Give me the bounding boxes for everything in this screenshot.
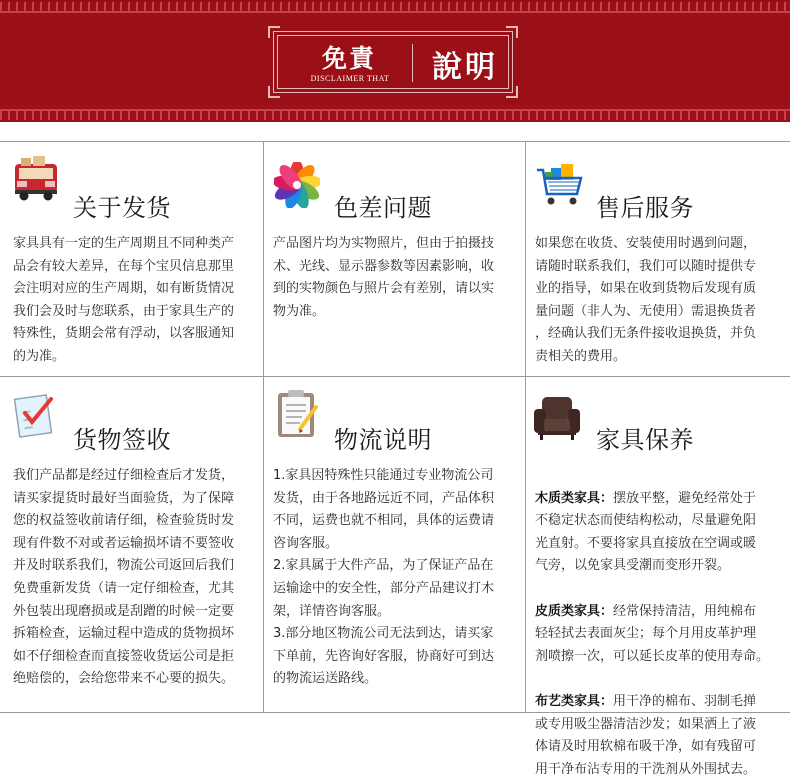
care-label: 木质类家具： [535, 490, 614, 506]
section-body: 1.家具因特殊性只能通过专业物流公司 发货，由于各地路远近不同，产品体积 不同，运费也就不相同，具体的运费请 咨询客服。 2.家具属于大件产品，为了保证产品在 运输途中的安全性，部分产品建议打木 架，详情咨询客服。 3.部分地区物流公司无法到达，请买家 下单前，先咨询好客服，协商好可到达 的物流运送路线。 [273, 468, 495, 687]
section-body: 家具具有一定的生产周期且不同种类产 品会有较大差异，在每个宝贝信息那里 会注明对应的生产周期，如有断货情况 我们会及时与您联系，由于家具生产的 特殊性，货期会常有浮动，以客服通知 的为准。 [13, 236, 235, 364]
care-item [535, 694, 756, 777]
section-aftersale [526, 142, 790, 376]
title-divider [412, 44, 413, 82]
banner-title-right: 說明 [432, 50, 498, 85]
section-title: 家具保养 [596, 426, 694, 454]
section-shipping [0, 142, 263, 376]
care-text: 用干净的棉布、羽制毛掸 或专用吸尘器清洁沙发；如果洒上了液 体请及时用软棉布吸干净，如有残留可 用干净布沾专用的干洗剂从外围拭去。 [535, 693, 757, 777]
armchair-icon [532, 395, 582, 441]
clipboard-icon [274, 389, 320, 439]
section-logistics [264, 377, 525, 713]
fret-border-bottom [0, 109, 790, 122]
section-body: 如果您在收货、安装使用时遇到问题， 请随时联系我们，我们可以随时提供专 业的指导，如果在收到货物后发现有质 量问题（非人为、无使用）需退换货者 ，经确认我们无条件接收退换货，并负 责相关的费用。 [535, 236, 757, 364]
section-title: 货物签收 [73, 426, 171, 454]
shopping-cart-icon [535, 164, 585, 208]
section-body: 我们产品都是经过仔细检查后才发货， 请买家提货时最好当面验货，为了保障 您的权益签收前请仔细，检查验货时发 现有件数不对或者运输损坏请不要签收 并及时联系我们，物流公司返回后我们 免费重新发货（请一定仔细检查，尤其 外包装出现磨损或是刮蹭的时候一定要 拆箱检查，运输过程中造成的货物损坏 如不仔细检查而直接签收货运公司是拒 绝赔偿的，会给您带来不心要的损失。 [13, 468, 235, 687]
section-color [264, 142, 525, 376]
section-receipt [0, 377, 263, 713]
section-care [526, 377, 790, 777]
section-title: 售后服务 [596, 194, 694, 222]
truck-icon [13, 156, 59, 202]
color-wheel-icon [274, 162, 320, 208]
care-item [535, 604, 769, 664]
section-body: 产品图片均为实物照片，但由于拍摄技 术、光线、显示器参数等因素影响，收 到的实物颜色与照片会有差别，请以实 物为准。 [273, 236, 495, 319]
title-plaque [273, 31, 513, 93]
section-title: 物流说明 [334, 426, 432, 454]
care-label: 皮质类家具： [535, 603, 614, 619]
section-body-care [535, 465, 789, 781]
care-text: 经常保持清洁，用纯棉布 轻轻拭去表面灰尘；每个月用皮革护理 剂喷擦一次，可以延长皮革的使用寿命。 [535, 603, 770, 664]
care-text: 摆放平整，避免经常处于 不稳定状态而使结构松动，尽量避免阳 光直射。不要将家具直接放在空调或暖 气旁，以免家具受潮而变形开裂。 [535, 490, 757, 574]
section-title: 色差问题 [334, 194, 432, 222]
section-title: 关于发货 [73, 194, 171, 222]
checklist-icon [11, 393, 57, 439]
care-item [535, 491, 756, 574]
banner-title-main: 免責 [321, 44, 376, 73]
care-label: 布艺类家具： [535, 693, 614, 709]
disclaimer-banner [0, 0, 790, 122]
fret-border-top [0, 0, 790, 13]
banner-title-sub: DISCLAIMER THAT [310, 74, 390, 83]
info-grid [0, 141, 790, 777]
